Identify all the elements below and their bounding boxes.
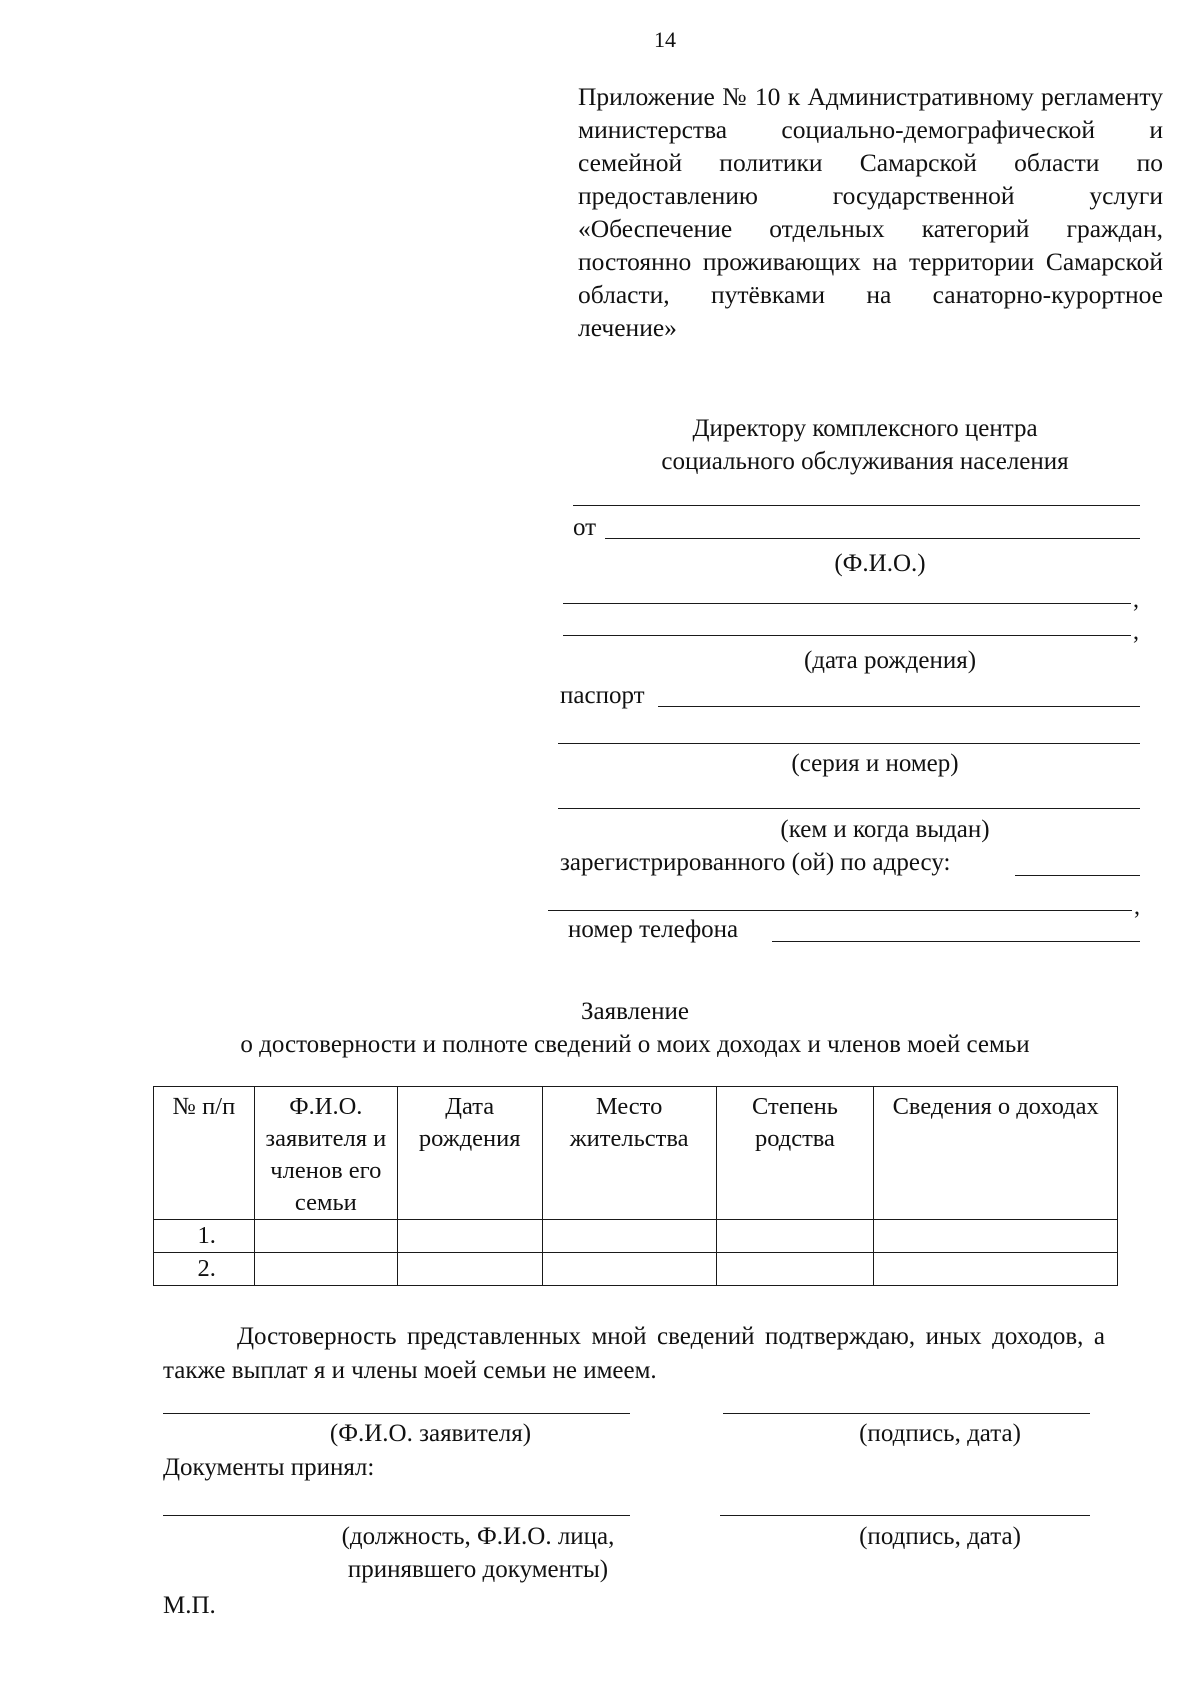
- cell-birth-date[interactable]: [397, 1220, 542, 1253]
- birth-date-field[interactable]: [563, 635, 1131, 636]
- header-residence: Место жительства: [542, 1087, 716, 1220]
- addressee-line-2: социального обслуживания населения: [661, 448, 1069, 475]
- statement-title: Заявление: [580, 998, 690, 1025]
- official-fio-field[interactable]: [163, 1515, 630, 1516]
- applicant-signature-field[interactable]: [723, 1413, 1090, 1414]
- addressee-line-1: Директору комплексного центра: [692, 415, 1038, 442]
- series-number-caption: (серия и номер): [791, 750, 959, 777]
- birth-date-caption: (дата рождения): [803, 647, 977, 674]
- fio-caption: (Ф.И.О.): [834, 550, 926, 577]
- header-income: Сведения о доходах: [874, 1087, 1118, 1220]
- phone-label: номер телефона: [568, 916, 739, 943]
- cell-birth-date[interactable]: [397, 1253, 542, 1286]
- applicant-fio-caption: (Ф.И.О. заявителя): [329, 1420, 532, 1447]
- cell-income[interactable]: [874, 1220, 1118, 1253]
- passport-field-line-2[interactable]: [558, 743, 1140, 744]
- addressee-blank-line[interactable]: [573, 505, 1140, 506]
- passport-field[interactable]: [658, 706, 1140, 707]
- official-caption-line-2: принявшего документы): [347, 1556, 609, 1583]
- applicant-fio-field[interactable]: [163, 1413, 630, 1414]
- stamp-label: М.П.: [163, 1592, 216, 1619]
- fio-field[interactable]: [605, 538, 1140, 539]
- row-number: 2.: [154, 1253, 255, 1286]
- accepted-label: Документы принял:: [163, 1454, 375, 1481]
- cell-income[interactable]: [874, 1253, 1118, 1286]
- cell-fio[interactable]: [254, 1220, 397, 1253]
- confirmation-text: Достоверность представленных мной сведений подтверждаю, иных доходов, а также выплат я и члены моей семьи не имеем.: [163, 1323, 1105, 1384]
- phone-field[interactable]: [772, 941, 1140, 942]
- name-line-2[interactable]: [563, 603, 1131, 604]
- comma-1: ,: [1133, 587, 1139, 613]
- row-number: 1.: [154, 1220, 255, 1253]
- cell-fio[interactable]: [254, 1253, 397, 1286]
- annex-header: Приложение № 10 к Административному регламенту министерства социально-демографической и семейной политики Самарской области по предоставлению государственной услуги «Обеспечение отдельных категорий граждан, постоянно проживающих на территории Самарской области, путёвками на санаторно-курортное лечение»: [578, 82, 1163, 342]
- table-row: [154, 1253, 1118, 1286]
- header-birth-date: Дата рождения: [397, 1087, 542, 1220]
- address-label: зарегистрированного (ой) по адресу:: [560, 849, 951, 876]
- address-field-line-2[interactable]: [548, 910, 1132, 911]
- issued-by-field[interactable]: [558, 808, 1140, 809]
- table-header-row: [154, 1087, 1118, 1220]
- statement-subtitle: о достоверности и полноте сведений о моих доходах и членов моей семьи: [240, 1031, 1030, 1058]
- passport-label: паспорт: [560, 682, 645, 709]
- header-kinship: Степень родства: [716, 1087, 874, 1220]
- table-row: [154, 1220, 1118, 1253]
- issued-by-caption: (кем и когда выдан): [780, 816, 990, 843]
- address-field[interactable]: [1015, 875, 1140, 876]
- official-caption-line-1: (должность, Ф.И.О. лица,: [341, 1523, 615, 1550]
- comma-2: ,: [1133, 619, 1139, 645]
- page-number: 14: [654, 27, 676, 52]
- family-income-table: [153, 1086, 1118, 1286]
- comma-3: ,: [1134, 894, 1140, 920]
- cell-kinship[interactable]: [716, 1253, 874, 1286]
- header-number: № п/п: [154, 1087, 255, 1220]
- header-fio: Ф.И.О. заявителя и членов его семьи: [254, 1087, 397, 1220]
- applicant-signature-caption: (подпись, дата): [859, 1420, 1021, 1447]
- official-signature-field[interactable]: [720, 1515, 1090, 1516]
- cell-kinship[interactable]: [716, 1220, 874, 1253]
- official-signature-caption: (подпись, дата): [859, 1523, 1021, 1550]
- cell-residence[interactable]: [542, 1253, 716, 1286]
- from-label: от: [573, 514, 597, 541]
- cell-residence[interactable]: [542, 1220, 716, 1253]
